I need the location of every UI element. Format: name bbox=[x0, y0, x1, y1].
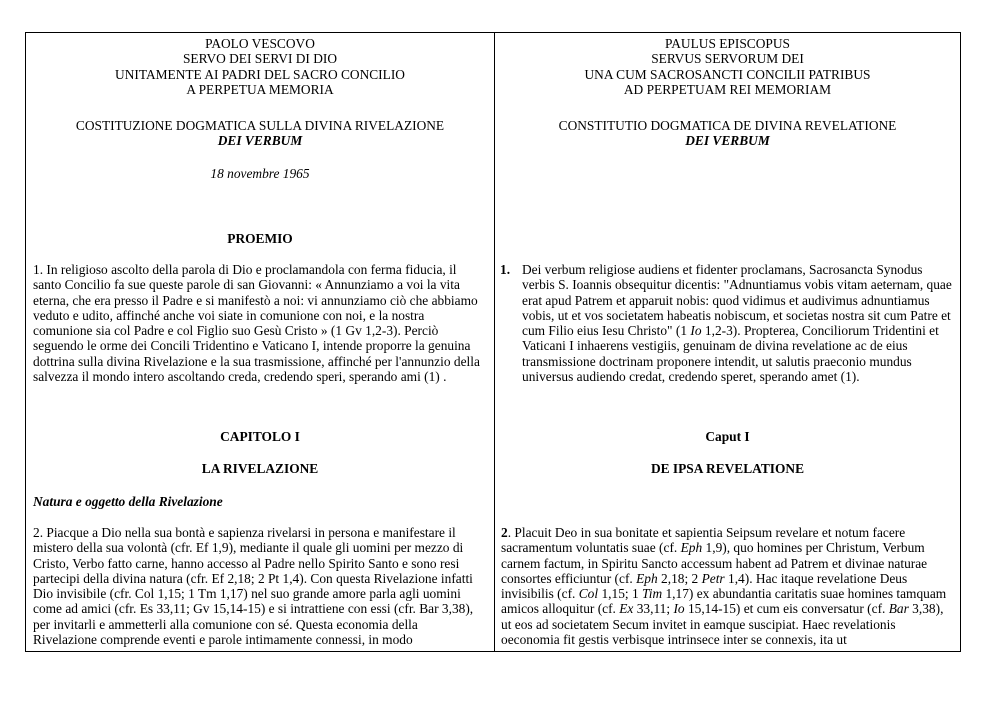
header-line: UNA CUM SACROSANCTI CONCILII PATRIBUS bbox=[584, 67, 871, 82]
document-table bbox=[25, 32, 961, 652]
constitution-title: CONSTITUTIO DOGMATICA DE DIVINA REVELATIONE bbox=[558, 118, 897, 133]
header-line: SERVUS SERVORUM DEI bbox=[651, 51, 804, 66]
header-line: PAOLO VESCOVO bbox=[205, 36, 315, 51]
paragraph-2: 2. Placuit Deo in sua bonitate et sapientia Seipsum revelare et notum facere sacramentum voluntatis suae (cf. Eph 1,9), quo homines per Christum, Verbum carnem factum, in Spiritu Sancto accessum habent ad Patrem et divinae naturae consortes efficiuntur (cf. Eph 2,18; 2 Petr 1,4). Hac itaque revelatione Deus invisibilis (cf. Col 1,15; 1 Tim 1,17) ex abundantia caritatis suae homines tamquam amicos alloquitur (cf. Ex 33,11; Io 15,14-15) et cum eis conversatur (cf. Bar 3,38), ut eos ad societatem Secum invitet in eamque suscipiat. Haec revelationis oeconomia fit gestis verbisque intrinsece inter se connexis, ita ut bbox=[501, 525, 947, 648]
italian-column bbox=[26, 33, 495, 651]
chapter-number: Caput I bbox=[705, 429, 750, 444]
document-name: DEI VERBUM bbox=[685, 133, 770, 148]
date: 18 novembre 1965 bbox=[210, 166, 310, 181]
section-heading-proemio: PROEMIO bbox=[227, 231, 293, 246]
subheading: Natura e oggetto della Rivelazione bbox=[33, 494, 223, 509]
constitution-title: COSTITUZIONE DOGMATICA SULLA DIVINA RIVELAZIONE bbox=[75, 118, 445, 133]
chapter-number: CAPITOLO I bbox=[220, 429, 300, 444]
chapter-title: DE IPSA REVELATIONE bbox=[650, 461, 805, 476]
paragraph-number: 2 bbox=[501, 525, 508, 540]
paragraph-2: 2. Piacque a Dio nella sua bontà e sapienza rivelarsi in persona e manifestare il mistero della sua volontà (cfr. Ef 1,9), mediante il quale gli uomini per mezzo di Cristo, Verbo fatto carne, hanno accesso al Padre nello Spirito Santo e sono resi partecipi della divina natura (cfr. Ef 2,18; 2 Pt 1,4). Con questa Rivelazione infatti Dio invisibile (cfr. Col 1,15; 1 Tm 1,17) nel suo grande amore parla agli uomini come ad amici (cfr. Es 33,11; Gv 15,14-15) e si intrattiene con essi (cfr. Bar 3,38), per invitarli e ammetterli alla comunione con sé. Questa economia della Rivelazione comprende eventi e parole intimamente connessi, in modo bbox=[33, 525, 474, 648]
paragraph-text: Dei verbum religiose audiens et fidenter proclamans, Sacrosancta Synodus verbis S. Ioannis obsequitur dicentis: "Adnuntiamus vobis vitam aeternam, quae erat apud Patrem et apparuit nobis: quod vidimus et audivimus adnuntiamus vobis, ut et vos societatem habeatis nobiscum, et societas nostra sit cum Patre et cum Filio eius Iesu Christo" (1 Io 1,2-3). Propterea, Conciliorum Tridentini et Vaticani I inhaerens vestigiis, genuinam de divina revelatione ac de eius transmissione doctrinam proponere intendit, ut salutis praeconio mundus universus audiendo credat, credendo speret, sperando amet (1). bbox=[522, 262, 952, 385]
document-name: DEI VERBUM bbox=[217, 133, 303, 148]
latin-column bbox=[494, 33, 961, 651]
chapter-title: LA RIVELAZIONE bbox=[201, 461, 319, 476]
header-line: UNITAMENTE AI PADRI DEL SACRO CONCILIO bbox=[115, 67, 405, 82]
header-line: A PERPETUA MEMORIA bbox=[186, 82, 334, 97]
paragraph-number: 1. bbox=[500, 262, 511, 277]
paragraph-1: 1. In religioso ascolto della parola di Dio e proclamandola con ferma fiducia, il santo Concilio fa sue queste parole di san Giovanni: « Annunziamo a voi la vita eterna, che era presso il Padre e si manifestò a noi: vi annunziamo ciò che abbiamo veduto e udito, affinché anche voi siate in comunione con noi, e la nostra comunione sia col Padre e col Figlio suo Gesù Cristo » (1 Gv 1,2-3). Perciò seguendo le orme dei Concili Tridentino e Vaticano I, intende proporre la genuina dottrina sulla divina Rivelazione e la sua trasmissione, affinché per l'annunzio della salvezza il mondo intero ascoltando creda, credendo speri, sperando ami (1) . bbox=[33, 262, 480, 385]
header-line: SERVO DEI SERVI DI DIO bbox=[182, 51, 338, 66]
header-line: PAULUS EPISCOPUS bbox=[665, 36, 790, 51]
header-line: AD PERPETUAM REI MEMORIAM bbox=[623, 82, 832, 97]
